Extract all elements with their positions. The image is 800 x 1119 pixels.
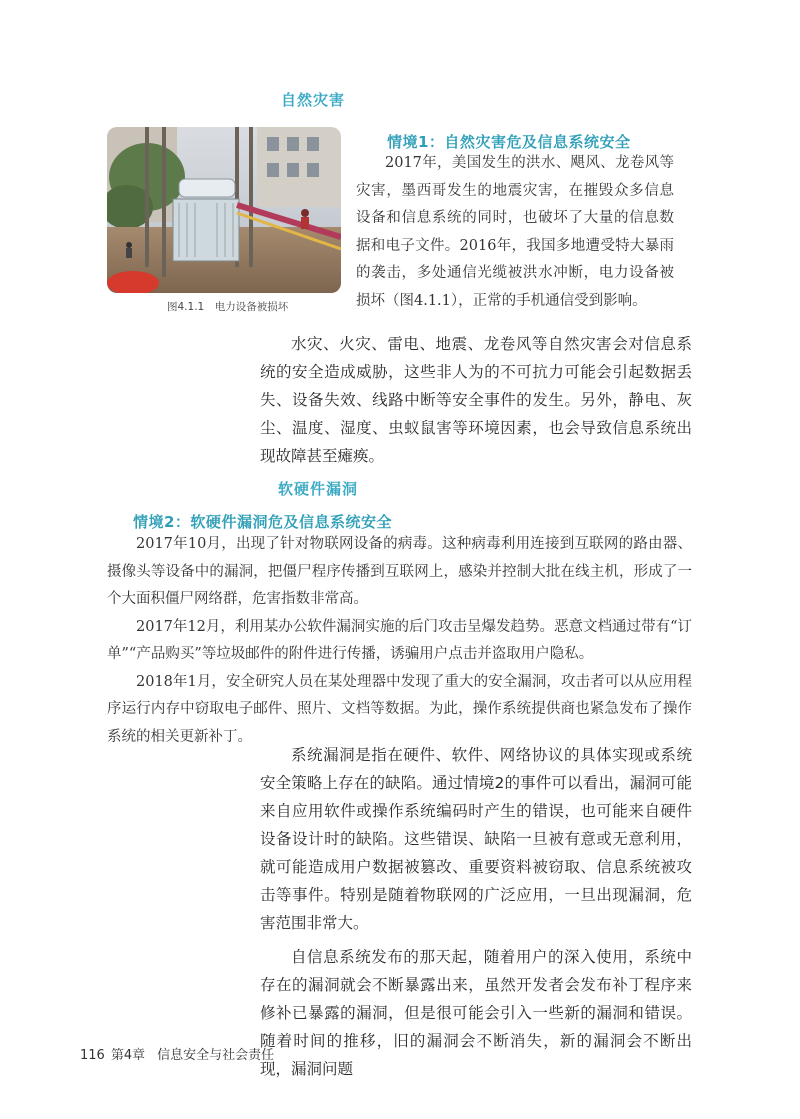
chapter-title: 信息安全与社会责任 xyxy=(157,1048,275,1063)
vulnerability-paragraph-2: 自信息系统发布的那天起，随着用户的深入使用，系统中存在的漏洞就会不断暴露出来，虽然开发者会发布补丁程序来修补已暴露的漏洞，但是很可能会引入一些新的漏洞和错误。随着时间的推移，旧的漏洞会不断消失，新的漏洞会不断出现，漏洞问题 xyxy=(260,948,692,1078)
situation-2-paragraph-1: 2017年10月，出现了针对物联网设备的病毒。这种病毒利用连接到互联网的路由器、摄像头等设备中的漏洞，把僵尸程序传播到互联网上，感染并控制大批在线主机，形成了一个大面积僵尸网络群，危害指数非常高。 xyxy=(107,536,692,607)
vulnerability-body xyxy=(260,741,692,1083)
natural-disaster-body xyxy=(260,330,692,470)
natural-disaster-paragraph: 水灾、火灾、雷电、地震、龙卷风等自然灾害会对信息系统的安全造成威胁，这些非人为的不可抗力可能会引起数据丢失、设备失效、线路中断等安全事件的发生。另外，静电、灰尘、温度、湿度、虫蚁鼠害等环境因素，也会导致信息系统出现故障甚至瘫痪。 xyxy=(260,335,692,465)
situation-1-title: 情境1：自然灾害危及信息系统安全 xyxy=(387,133,631,151)
section-title-natural-disaster: 自然灾害 xyxy=(281,91,346,109)
situation-1-paragraph: 2017年，美国发生的洪水、飓风、龙卷风等灾害，墨西哥发生的地震灾害，在摧毁众多信息设备和信息系统的同时，也破坏了大量的信息数据和电子文件。2016年，我国多地遭受特大暴雨的袭击，多处通信光缆被洪水冲断，电力设备被损坏（图4.1.1），正常的手机通信受到影响。 xyxy=(356,155,674,309)
situation-2-paragraph-3: 2018年1月，安全研究人员在某处理器中发现了重大的安全漏洞，攻击者可以从应用程序运行内存中窃取电子邮件、照片、文档等数据。为此，操作系统提供商也紧急发布了操作系统的相关更新补丁。 xyxy=(107,673,692,745)
figure-caption: 图4.1.1 电力设备被损坏 xyxy=(167,301,289,313)
figure-power-equipment-damaged xyxy=(107,127,341,293)
situation-2-title: 情境2：软硬件漏洞危及信息系统安全 xyxy=(133,513,392,531)
situation-2-text-block xyxy=(107,531,692,751)
flood-photo-illustration xyxy=(107,127,341,293)
chapter-label: 第4章 xyxy=(110,1048,146,1063)
section-title-vulnerability: 软硬件漏洞 xyxy=(278,480,359,498)
situation-1-text-block xyxy=(356,150,674,315)
vulnerability-paragraph-1: 系统漏洞是指在硬件、软件、网络协议的具体实现或系统安全策略上存在的缺陷。通过情境2的事件可以看出，漏洞可能来自应用软件或操作系统编码时产生的错误，也可能来自硬件设备设计时的缺陷。这些错误、缺陷一旦被有意或无意利用，就可能造成用户数据被篡改、重要资料被窃取、信息系统被攻击等事件。特别是随着物联网的广泛应用，一旦出现漏洞，危害范围非常大。 xyxy=(260,746,692,932)
situation-2-paragraph-2: 2017年12月，利用某办公软件漏洞实施的后门攻击呈爆发趋势。恶意文档通过带有“订单”“产品购买”等垃圾邮件的附件进行传播，诱骗用户点击并盗取用户隐私。 xyxy=(107,618,692,662)
page-footer xyxy=(80,1044,274,1063)
page-number: 116 xyxy=(80,1048,105,1063)
